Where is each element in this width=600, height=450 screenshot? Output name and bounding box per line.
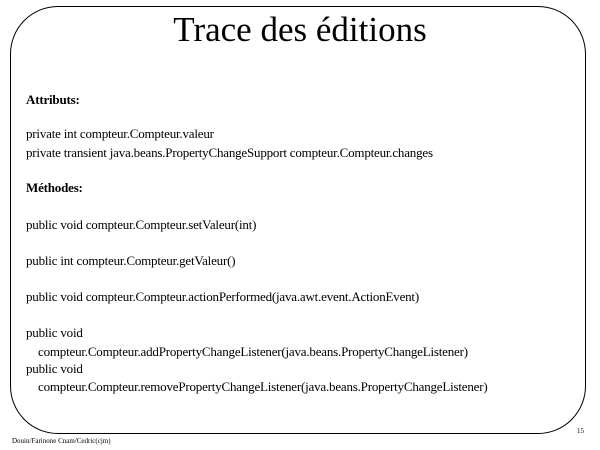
- slide-title: Trace des éditions: [173, 10, 427, 49]
- methods-heading: Méthodes:: [26, 180, 83, 195]
- footer-author: Douin/Farinone Cnam/Cedric(cjm): [12, 437, 111, 445]
- method-add-listener-modifier: public void: [26, 325, 83, 340]
- method-add-listener-signature: compteur.Compteur.addPropertyChangeListener(java.beans.PropertyChangeListener): [38, 344, 468, 359]
- attribute-valeur: private int compteur.Compteur.valeur: [26, 126, 214, 141]
- method-remove-listener-modifier: public void: [26, 361, 83, 376]
- attributes-heading: Attributs:: [26, 92, 80, 107]
- method-getvaleur: public int compteur.Compteur.getValeur(): [26, 253, 236, 268]
- method-actionperformed: public void compteur.Compteur.actionPerformed(java.awt.event.ActionEvent): [26, 289, 419, 304]
- method-setvaleur: public void compteur.Compteur.setValeur(int): [26, 217, 257, 232]
- method-remove-listener-signature: compteur.Compteur.removePropertyChangeListener(java.beans.PropertyChangeListener): [38, 379, 488, 394]
- attribute-changes: private transient java.beans.PropertyChangeSupport compteur.Compteur.changes: [26, 145, 433, 160]
- page-number: 15: [577, 427, 584, 435]
